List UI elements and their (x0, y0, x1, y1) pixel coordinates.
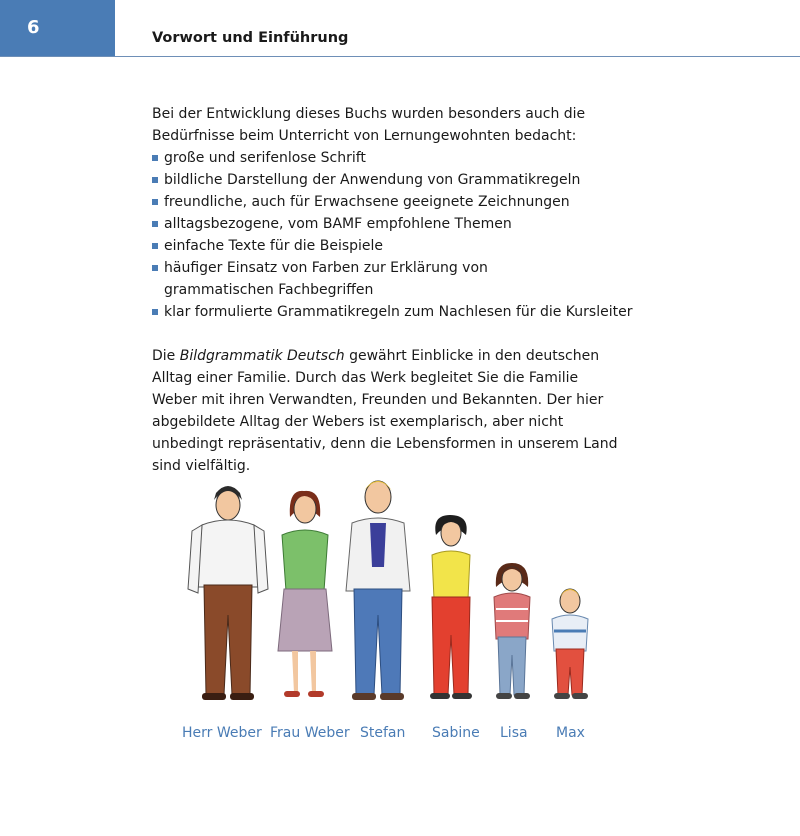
stefan-figure (346, 481, 410, 700)
name-label-max: Max (556, 725, 585, 741)
bullet-icon (152, 155, 158, 161)
name-label-stefan: Stefan (360, 725, 406, 741)
name-label-herr-weber: Herr Weber (182, 725, 262, 741)
bullet-icon (152, 265, 158, 271)
family-illustration (180, 475, 600, 715)
intro-paragraph (152, 103, 642, 147)
frau-weber-figure (278, 491, 332, 697)
sabine-figure (430, 515, 472, 699)
list-item: einfache Texte für die Beispiele (152, 235, 642, 257)
section-title: Vorwort und Einführung (152, 30, 349, 46)
name-label-lisa: Lisa (500, 725, 528, 741)
list-item: bildliche Darstellung der Anwendung von Grammatikregeln (152, 169, 642, 191)
name-label-sabine: Sabine (432, 725, 480, 741)
herr-weber-figure (188, 486, 268, 700)
intro-line: Bedürfnisse beim Unterricht von Lernungewohnten bedacht: (152, 128, 577, 144)
body-text (152, 103, 642, 477)
header-rule (0, 56, 800, 57)
bullet-icon (152, 309, 158, 315)
name-label-frau-weber: Frau Weber (270, 725, 350, 741)
family-name-labels (0, 725, 800, 747)
page-number: 6 (0, 0, 115, 56)
bullet-icon (152, 221, 158, 227)
feature-list (152, 147, 642, 323)
bullet-icon (152, 243, 158, 249)
description-paragraph: Die Bildgrammatik Deutsch gewährt Einblicke in den deutschen Alltag einer Familie. Durch das Werk begleitet Sie die Familie Weber mit ihren Verwandten, Freunden und Bekannten. Der hier abgebildete Alltag der Webers ist exemplarisch, aber nicht unbedingt repräsentativ, denn die Lebensformen in unserem Land sind vielfältig. (152, 348, 618, 474)
book-title: Bildgrammatik Deutsch (179, 348, 345, 364)
list-item: häufiger Einsatz von Farben zur Erklärung von grammatischen Fachbegriffen (152, 257, 594, 301)
intro-line: Bei der Entwicklung dieses Buchs wurden besonders auch die (152, 106, 586, 122)
bullet-icon (152, 177, 158, 183)
lisa-figure (494, 563, 530, 699)
list-item: alltagsbezogene, vom BAMF empfohlene Themen (152, 213, 642, 235)
list-item: freundliche, auch für Erwachsene geeignete Zeichnungen (152, 191, 642, 213)
max-figure (552, 589, 588, 699)
list-item: große und serifenlose Schrift (152, 147, 642, 169)
list-item: klar formulierte Grammatikregeln zum Nachlesen für die Kursleiter (152, 301, 642, 323)
bullet-icon (152, 199, 158, 205)
page-header (0, 0, 800, 57)
